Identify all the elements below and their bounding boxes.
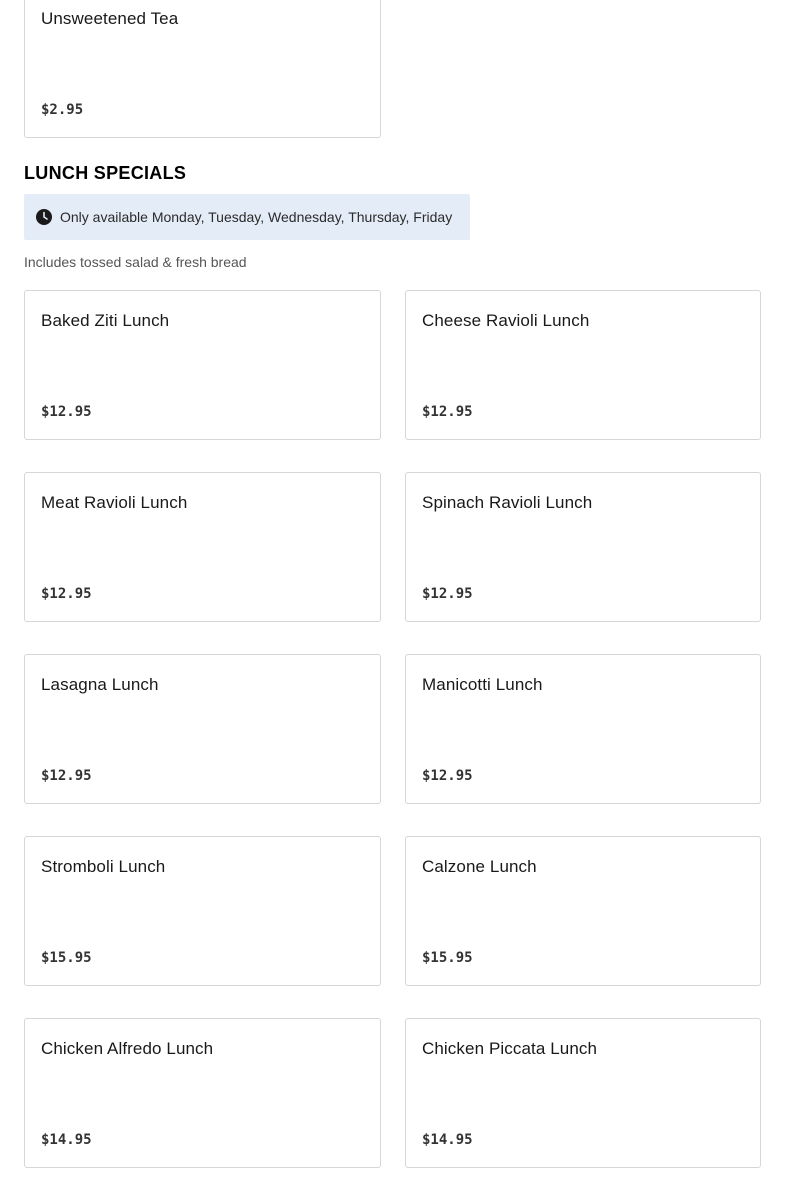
menu-item-price: $12.95: [41, 768, 92, 784]
menu-item-name: Baked Ziti Lunch: [41, 311, 170, 330]
menu-item-name: Cheese Ravioli Lunch: [422, 311, 590, 330]
menu-item-card[interactable]: [24, 1018, 381, 1168]
menu-item-card[interactable]: [24, 836, 381, 986]
menu-item-name: Manicotti Lunch: [422, 675, 543, 694]
menu-item-price: $12.95: [422, 586, 473, 602]
menu-item-card[interactable]: [24, 472, 381, 622]
menu-item-name: Chicken Alfredo Lunch: [41, 1039, 214, 1058]
section-title: LUNCH SPECIALS: [24, 163, 187, 183]
availability-banner: [24, 194, 470, 240]
menu-item-price: $14.95: [41, 1132, 92, 1148]
menu-item-price: $15.95: [41, 950, 92, 966]
menu-item-name: Stromboli Lunch: [41, 857, 166, 876]
menu-item-card[interactable]: [405, 472, 761, 622]
menu-item-name: Calzone Lunch: [422, 857, 537, 876]
menu-item-price: $12.95: [41, 586, 92, 602]
menu-item-name: Spinach Ravioli Lunch: [422, 493, 593, 512]
menu-item-name: Lasagna Lunch: [41, 675, 159, 694]
menu-item-price: $2.95: [41, 102, 84, 118]
menu-item-price: $15.95: [422, 950, 473, 966]
menu-item-name: Meat Ravioli Lunch: [41, 493, 188, 512]
availability-text: Only available Monday, Tuesday, Wednesday, Thursday, Friday: [60, 209, 453, 225]
section-description: Includes tossed salad & fresh bread: [24, 254, 247, 270]
menu-item-card[interactable]: [405, 1018, 761, 1168]
clock-icon: [36, 209, 52, 225]
menu-item-card[interactable]: [24, 654, 381, 804]
menu-item-card-unsweetened-tea[interactable]: [24, 0, 381, 138]
menu-item-name: Unsweetened Tea: [41, 9, 179, 28]
menu-item-price: $12.95: [422, 404, 473, 420]
menu-item-card[interactable]: [24, 290, 381, 440]
menu-item-price: $14.95: [422, 1132, 473, 1148]
menu-item-price: $12.95: [422, 768, 473, 784]
menu-item-card[interactable]: [405, 654, 761, 804]
menu-item-card[interactable]: [405, 290, 761, 440]
menu-item-price: $12.95: [41, 404, 92, 420]
menu-item-card[interactable]: [405, 836, 761, 986]
menu-item-name: Chicken Piccata Lunch: [422, 1039, 598, 1058]
